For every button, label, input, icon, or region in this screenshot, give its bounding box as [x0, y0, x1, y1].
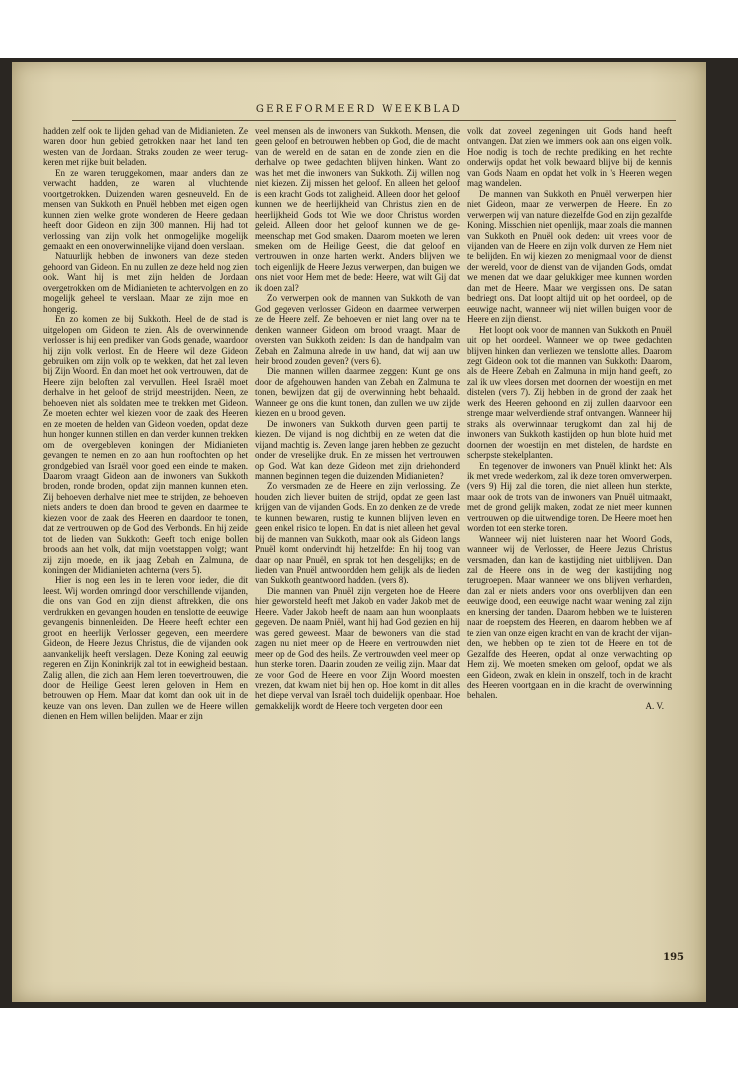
author-signature: A. V.	[645, 700, 664, 711]
paragraph: Natuurlijk hebben de inwoners van deze steden gehoord van Gideon. En nu zullen ze deze held nog zien ook. Want hij is met zijn helden de Jordaan overgetrokken om de Midianieten te achtervolgen en zo mogelijk geheel te verslaan. Maar ze zijn moe en hongerig.	[43, 251, 248, 314]
text-column-3	[467, 126, 672, 711]
paragraph: De inwoners van Sukkoth durven geen partij te kiezen. De vijand is nog dichtbij en ze weten dat die vijand machtig is. Zeven lange jaren hebben ze gezucht onder de vreselijke druk. En ze missen het vertrouwen op God. Wat kan deze Gideon met zijn driehonderd mannen beginnen tegen die duizenden Midianieten?	[255, 418, 460, 481]
paragraph: veel mensen als de inwoners van Sukkoth. Mensen, die geen geloof en betrouwen hebben op God, die de macht van de wereld en de satan en de zonde zien en die derhalve op twee gedachten blijven hinken. Want zo was het met die inwoners van Sukkoth. Zij willen nog niet kiezen. Zij missen het geloof. En alleen het geloof is een kracht Gods tot zaligheid. Alleen door het geloof kunnen we de heerlijkheid van Christus zien en de heerlijkheid Gods tot Wie we door Christus worden geleid. Alleen door het geloof kunnen we de gemeenschap met God smaken. Daarom moeten we leren smeken om de Heilige Geest, die dat geloof en vertrouwen in onze harten werkt. Anders blijven we toch eigenlijk de Heere Jezus verwerpen, dan buigen we ons niet voor Hem met de bede: Heere, wat wilt Gij dat ik doen zal?	[255, 126, 460, 293]
paragraph: Die mannen van Pnuël zijn vergeten hoe de Heere hier geworsteld heeft met Jakob en vader Jakob met de Heere. Vader Jakob heeft de naam aan hun woonplaats gegeven. De naam Pniël, want hij had God gezien en hij was gered geweest. Maar de bewoners van die stad zagen nu niet meer op de Heere en vertrouwden niet meer op de God des heils. Ze vertrouwden veel meer op hun sterke toren. Daarin zouden ze veilig zijn. Maar dat ze voor God de Heere en voor Zijn Woord moesten vrezen, dat kwam niet bij hen op. Hoe komt in dit alles het diepe verval van Israël toch duidelijk openbaar. Hoe gemakkelijk wordt de Heere toch vergeten door een	[255, 585, 460, 711]
paragraph: Die mannen willen daarmee zeggen: Kunt ge ons door de afgehouwen handen van Zebah en Zalmuna te tonen, bewijzen dat gij de overwinning hebt behaald. Wanneer ge ons die kunt tonen, dan zullen we uw zijde kiezen en u brood geven.	[255, 366, 460, 419]
text-column-2	[255, 126, 460, 711]
page-header: GEREFORMEERD WEEKBLAD	[255, 104, 463, 115]
paragraph: Het loopt ook voor de mannen van Sukkoth en Pnuël uit op het oordeel. Wanneer we op twee gedachten blijven hinken dan verliezen we tenslotte alles. Daarom zegt Gideon ook tot die mannen van Sukkoth: Daarom, als de Heere Zebah en Zalmuna in mijn hand geeft, zo zal ik uw vlees dorsen met doornen der woestijn en met distelen (vers 7). Zij hebben in de grond der zaak het werk des Heeren gehoond en zij zullen daarvoor een strenge maar welverdiende straf ontvangen. Wanneer hij straks als overwinnaar terugkomt dan zal hij de inwoners van Sukkoth kastijden op hun blote huid met doornen der woestijn en met distelen, de hardste en scherpste stekelplanten.	[467, 324, 672, 461]
paragraph: Wanneer wij niet luisteren naar het Woord Gods, wanneer wij de Verlosser, de Heere Jezus Christus versmaden, dan kan de kastijding niet uitblijven. Dan zal de Heere ons in de weg der kastijding nog terugroepen. Maar wanneer we ons blijven verharden, dan zal er niets anders voor ons overblijven dan een eeuwige dood, een eeuwige nacht waar wening zal zijn en knersing der tanden. Daarom hebben we te luisteren naar de roepstem des Heeren, en daarom hebben we af te zien van onze eigen kracht en van de kracht der vijanden, we hebben op te zien tot de Heere en tot de Gezalfde des Heeren, opdat al onze verwachting op Hem zij. We moeten smeken om geloof, opdat we als een Gideon, zwak en klein in onszelf, toch in de kracht des Heeren voortgaan en in die kracht de overwinning behalen.	[467, 533, 672, 701]
scanned-page-background	[0, 58, 738, 1008]
paragraph: Zo versmaden ze de Heere en zijn verlossing. Ze houden zich liever buiten de strijd, opdat ze geen last krijgen van de vijanden Gods. En zo denken ze de vrede te kunnen bewaren, rustig te kunnen blijven leven en geen enkel risico te lopen. En dat is niet alleen het geval bij de mannen van Sukkoth, maar ook als Gideon langs Pnuël komt ondervindt hij hetzelfde: En hij toog van daar op naar Pnuël, en sprak tot hen desgelijks; en de lieden van Pnuël antwoordden hem gelijk als de lieden van Sukkoth geantwoord hadden. (vers 8).	[255, 481, 460, 586]
paragraph: Hier is nog een les in te leren voor ieder, die dit leest. Wij worden omringd door verschillende vijanden, die ons van God en zijn dienst aftrekken, die ons verdrukken en gevangen houden en tenslotte de eeuwige gevangenis binnenleiden. De Heere heeft echter een groot en heerlijk Verlosser gegeven, een meerdere Gideon, de Heere Jezus Christus, die de vijanden ook aanvankelijk heeft verslagen. Deze Koning zal eeuwig regeren en Zijn Koninkrijk zal tot in eewigheid bestaan. Zalig allen, die zich aan Hem leren toevertrouwen, die door de Heilige Geest leren geloven in Hem en betrouwen op Hem. Maar dat komt dan ook uit in de keuze van ons leven. Dan zullen we de Heere willen dienen en Hem willen belijden. Maar er zijn	[43, 575, 248, 722]
paragraph: En zo komen ze bij Sukkoth. Heel de de stad is uitgelopen om Gideon te zien. Als de overwinnende verlosser is hij een prediker van Gods genade, waardoor hij zijn volk verlost. En de Heere wil deze Gideon gebruiken om zijn volk op te wekken, dat het zal leven bij Zijn Woord. En dan moet het ook vertrouwen, dat de Heere zijn beloften zal vervullen. Heel Israël moet derhalve in het geloof de strijd meestrijden. Neen, ze behoeven niet als soldaten mee te trekken met Gideon. Ze moeten echter wel kiezen voor de zaak des Heeren en ze moeten de helden van Gideon voeden, opdat deze hun honger kunnen stillen en dan verder kunnen trekken om de overgebleven koningen der Midianieten gevangen te nemen en zo aan hun rooftochten op het grondgebied van Israël voor goed een einde te maken. Daarom vraagt Gideon aan de inwoners van Sukkoth broden, ronde broden, opdat zijn mannen kunnen eten. Zij behoeven derhalve niet mee te strijden, ze behoeven niets anders te doen dan brood te geven en daarmee te kiezen voor de zaak des Heeren en daardoor te tonen, dat ze vertrouwen op de God des Verbonds. En hij zeide tot de lieden van Sukkoth: Geeft toch enige bollen broods aan het volk, dat mijn voetstappen volgt; want zij zijn moede, en ik jaag Zebah en Zalmuna, de koningen der Midianieten achterna (vers 5).	[43, 314, 248, 576]
paragraph: En tegenover de inwoners van Pnuël klinkt het: Als ik met vrede wederkom, zal ik deze toren omverwerpen. (vers 9) Hij zal die toren, die niet alleen hun sterkte, maar ook de trots van de inwoners van Pnuël uitmaakt, met de grond gelijk maken, zodat ze niet meer kunnen vertrouwen op die uitwendige toren. De Heere moet hen worden tot een sterke toren.	[467, 460, 672, 534]
paragraph: Zo verwerpen ook de mannen van Sukkoth de van God gegeven verlosser Gideon en daarmee verwerpen ze de Heere zelf. Ze behoeven er niet lang over na te denken wanneer Gideon om brood vraagt. Maar de oversten van Sukkoth zeiden: Is dan de handpalm van Zebah en Zalmuna alrede in uw hand, dat wij aan uw heir brood zouden geven? (vers 6).	[255, 293, 460, 366]
paragraph: hadden zelf ook te lijden gehad van de Midianieten. Ze waren door hun gebied getrokken naar het land ten westen van de Jordaan. Straks zouden ze weer terugkeren met rijke buit beladen.	[43, 126, 248, 168]
paragraph: volk dat zoveel zegeningen uit Gods hand heeft ontvangen. Dat zien we immers ook aan ons eigen volk. Hoe nodig is toch de rechte prediking en het rechte onderwijs opdat het volk bewaard blijve bij de kennis van Gods Naam en opdat het volk in 's Heeren wegen mag wandelen.	[467, 126, 672, 189]
paragraph: De mannen van Sukkoth en Pnuël verwerpen hier niet Gideon, maar ze verwerpen de Heere. En zo verwerpen wij van nature diezelfde God en zijn gezalfde Koning. Misschien niet openlijk, maar zoals die mannen van Sukkoth en Pnuël ook deden: uit vrees voor de vijanden van de Heere en zijn volk durven ze Hem niet te belijden. En wij kiezen zo menigmaal voor de dienst der wereld, voor de dienst van de vijanden Gods, omdat we menen dat we daar gelukkiger mee kunnen worden dan met de Heere. Maar we vergissen ons. De satan bedriegt ons. Dat loopt altijd uit op het oordeel, op de eeuwige nacht, wanneer wij niet willen buigen voor de Heere en zijn dienst.	[467, 188, 672, 325]
newspaper-page	[12, 62, 706, 1002]
paragraph: En ze waren teruggekomen, maar anders dan ze verwacht hadden, ze waren al vluchtende voortgetrokken. Duizenden waren gesneuveld. En de mensen van Sukkoth en Pnuël hebben met eigen ogen kunnen zien welke grote wonderen de Heere gedaan heeft door Gideon en zijn 300 mannen. Hij had tot verlossing van zijn volk het onmogelijke mogelijk gemaakt en een onoverwinnelijke vijand doen verslaan.	[43, 167, 248, 251]
text-column-1	[43, 126, 248, 722]
page-number: 195	[663, 952, 684, 963]
header-rule	[72, 120, 676, 121]
